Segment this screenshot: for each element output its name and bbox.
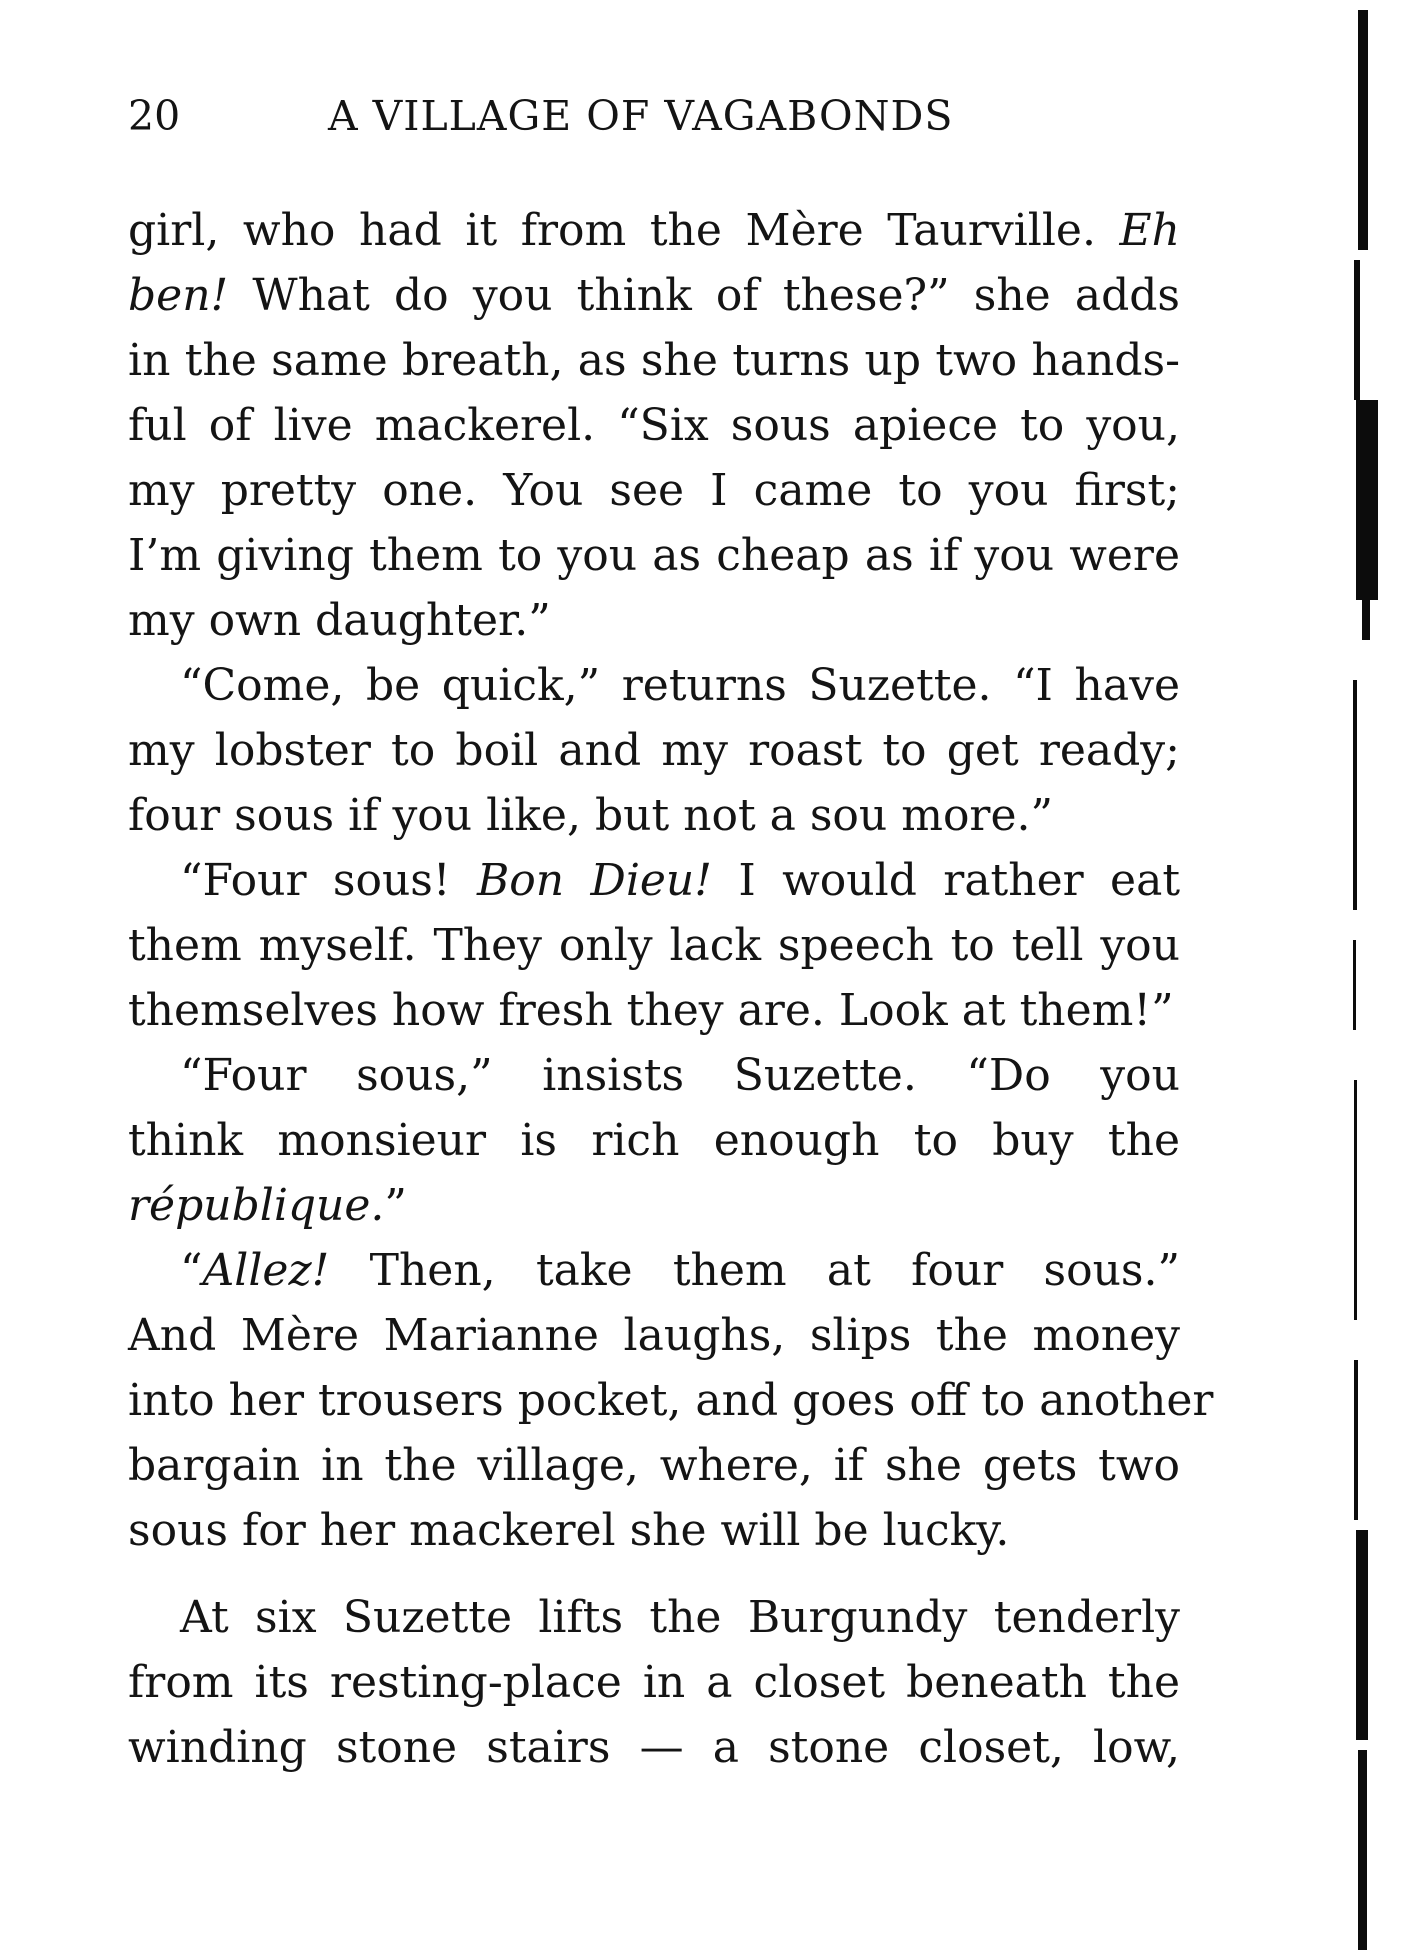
text-line: into her trousers pocket, and goes off to another <box>128 1375 1214 1426</box>
text-line: four sous if you like, but not a sou more.” <box>128 790 1053 841</box>
text-line: At six Suzette lifts the Burgundy tenderly <box>180 1592 1180 1643</box>
text-line: And Mère Marianne laughs, slips the money <box>128 1310 1180 1361</box>
text-line: ful of live mackerel. “Six sous apiece to you, <box>128 400 1180 451</box>
binding-edge-shadow <box>1350 0 1413 1959</box>
text-line: from its resting-place in a closet beneath the <box>128 1657 1180 1708</box>
text-line: bargain in the village, where, if she gets two <box>128 1440 1180 1491</box>
text-line: “Allez! Then, take them at four sous.” <box>180 1245 1180 1296</box>
text-line: themselves how fresh they are. Look at them!” <box>128 985 1174 1036</box>
running-title: A VILLAGE OF VAGABONDS <box>328 92 954 140</box>
text-line: ben! What do you think of these?” she adds <box>128 270 1180 321</box>
text-line: my lobster to boil and my roast to get ready; <box>128 725 1180 776</box>
text-line: “Come, be quick,” returns Suzette. “I have <box>180 660 1180 711</box>
text-line: them myself. They only lack speech to tell you <box>128 920 1180 971</box>
body-text <box>128 198 1214 1780</box>
text-line: my pretty one. You see I came to you first; <box>128 465 1180 516</box>
text-line: “Four sous,” insists Suzette. “Do you <box>180 1050 1180 1101</box>
page-number: 20 <box>128 92 181 140</box>
text-line: think monsieur is rich enough to buy the <box>128 1115 1180 1166</box>
text-line: sous for her mackerel she will be lucky. <box>128 1505 1010 1556</box>
page-header <box>128 92 1180 152</box>
text-line: my own daughter.” <box>128 595 551 646</box>
text-line: in the same breath, as she turns up two hands- <box>128 335 1180 386</box>
text-line: I’m giving them to you as cheap as if you were <box>128 530 1180 581</box>
text-line: république.” <box>128 1180 407 1231</box>
text-line: “Four sous! Bon Dieu! I would rather eat <box>180 855 1180 906</box>
text-line: girl, who had it from the Mère Taurville. Eh <box>128 205 1180 256</box>
text-line: winding stone stairs — a stone closet, low, <box>128 1722 1180 1773</box>
